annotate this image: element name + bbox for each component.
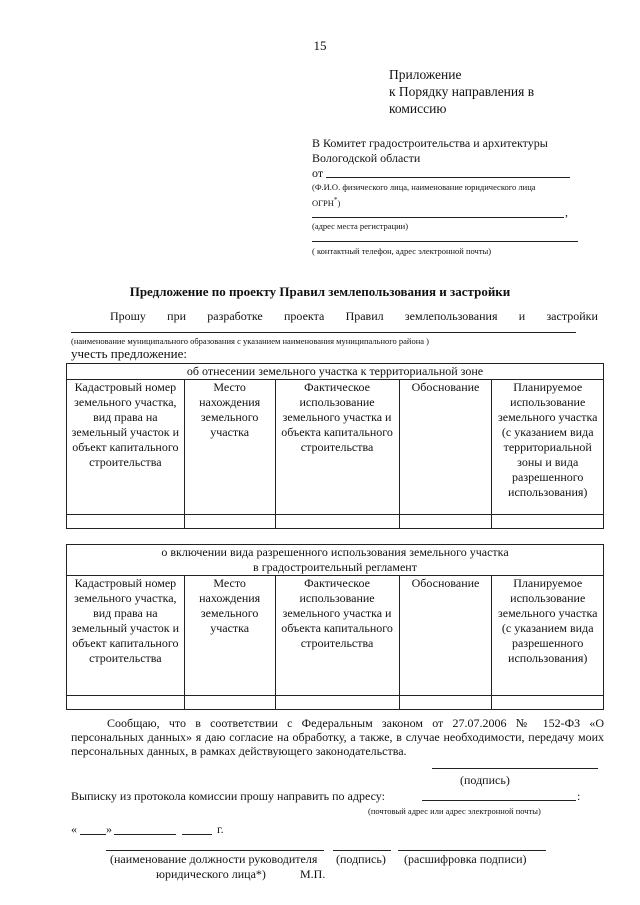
addressee-line-1: В Комитет градостроительства и архитектуры: [312, 136, 548, 150]
registration-note: (адрес места регистрации): [312, 221, 409, 231]
appendix-line-2: к Порядку направления в: [389, 84, 535, 99]
signature-line[interactable]: [432, 768, 598, 769]
intro-word: проекта: [284, 309, 325, 323]
ogrn-note: [312, 195, 340, 208]
date-month-line[interactable]: [114, 834, 176, 835]
table2-caption-line-2: в градостроительный регламент: [253, 560, 417, 574]
table1-header-cadastral: Кадастровый номер земельного участка, вид права на земельный участок и объект капитального строительства: [67, 380, 185, 515]
extract-address-line[interactable]: [422, 800, 576, 801]
intro-word: при: [167, 309, 187, 323]
ogrn-label: ОГРН: [312, 197, 334, 208]
table-territorial-zone: [66, 363, 604, 529]
registration-field-line[interactable]: [312, 217, 564, 218]
extract-text: Выписку из протокола комиссии прошу направить по адресу:: [71, 789, 385, 803]
from-field-line[interactable]: [326, 177, 570, 178]
table2-header-planned-use: Планируемое использование земельного участка (с указанием вида разрешенного использования): [492, 576, 604, 696]
table2-cell[interactable]: [67, 696, 185, 710]
table2-cell[interactable]: [492, 696, 604, 710]
document-title: Предложение по проекту Правил землепользования и застройки: [129, 284, 511, 299]
from-label: от: [312, 166, 324, 180]
signature-label: (подпись): [460, 773, 510, 787]
table1-header-location: Место нахождения земельного участка: [184, 380, 275, 515]
table2-header-actual-use: Фактическое использование земельного участка и объекта капитального строительства: [275, 576, 399, 696]
table1-cell[interactable]: [492, 515, 604, 529]
table1-cell[interactable]: [67, 515, 185, 529]
date-close-quote: »: [106, 822, 112, 836]
consider-text: учесть предложение:: [71, 346, 187, 361]
extract-colon: :: [577, 789, 581, 803]
table2-caption-line-1: о включении вида разрешенного использования земельного участка: [161, 545, 509, 559]
appendix-line-3: комиссию: [389, 101, 447, 116]
intro-word: Правил: [345, 309, 384, 323]
decode-line[interactable]: [398, 850, 546, 851]
table2-caption: [67, 545, 604, 576]
intro-word: и: [518, 309, 526, 323]
table2-cell[interactable]: [275, 696, 399, 710]
position-line[interactable]: [106, 850, 324, 851]
table1-cell[interactable]: [184, 515, 275, 529]
table1-header-justification: Обоснование: [399, 380, 492, 515]
sig-sign-label: (подпись): [336, 852, 386, 866]
fio-note: (Ф.И.О. физического лица, наименование юридического лица: [312, 182, 536, 192]
table1-cell[interactable]: [399, 515, 492, 529]
table1-cell[interactable]: [275, 515, 399, 529]
table1-header-actual-use: Фактическое использование земельного участка и объекта капитального строительства: [275, 380, 399, 515]
address-block: [312, 136, 548, 181]
table-permitted-use: [66, 544, 604, 710]
consent-paragraph: Сообщаю, что в соответствии с Федеральным законом от 27.07.2006 № 152-ФЗ «О персональных данных» я даю согласие на обработку, а также, в случае необходимости, передачу моих персональных данных, в рамках действующего законодательства.: [71, 716, 604, 758]
year-suffix: г.: [217, 822, 224, 836]
table2-header-location: Место нахождения земельного участка: [184, 576, 275, 696]
postal-note: (почтовый адрес или адрес электронной почты): [368, 806, 541, 816]
stamp-place: М.П.: [300, 867, 326, 881]
municipality-field-line[interactable]: [71, 332, 576, 333]
intro-word: землепользования: [404, 309, 498, 323]
page-number: 15: [313, 38, 327, 53]
date-day-line[interactable]: [80, 834, 106, 835]
table1-caption: об отнесении земельного участка к территориальной зоне: [67, 364, 604, 380]
intro-word: Прошу: [110, 309, 146, 323]
table1-header-planned-use: Планируемое использование земельного участка (с указанием вида территориальной зоны и вида разрешенного использования): [492, 380, 604, 515]
comma: ,: [565, 205, 568, 219]
municipality-note: (наименование муниципального образования с указанием наименования муниципального района ): [71, 336, 430, 346]
contact-note: ( контактный телефон, адрес электронной почты): [312, 246, 492, 256]
intro-word: разработке: [207, 309, 263, 323]
table2-header-justification: Обоснование: [399, 576, 492, 696]
sig-decode-label: (расшифровка подписи): [404, 852, 527, 866]
sig-position-label: (наименование должности руководителя: [110, 852, 318, 866]
contact-field-line[interactable]: [312, 241, 578, 242]
ogrn-close: ): [337, 197, 341, 208]
table2-cell[interactable]: [399, 696, 492, 710]
intro-line: [110, 309, 598, 324]
table2-header-cadastral: Кадастровый номер земельного участка, вид права на земельный участок и объект капитального строительства: [67, 576, 185, 696]
addressee-line-2: Вологодской области: [312, 151, 421, 165]
sig-position-label-2: юридического лица*): [156, 867, 266, 881]
ogrn-star: *: [333, 196, 338, 204]
date-year-line[interactable]: [182, 834, 212, 835]
sign-line[interactable]: [333, 850, 391, 851]
appendix-heading: [389, 66, 534, 117]
table2-cell[interactable]: [184, 696, 275, 710]
intro-word: застройки: [546, 309, 598, 323]
date-open-quote: «: [71, 822, 77, 836]
appendix-line-1: Приложение: [389, 67, 462, 82]
